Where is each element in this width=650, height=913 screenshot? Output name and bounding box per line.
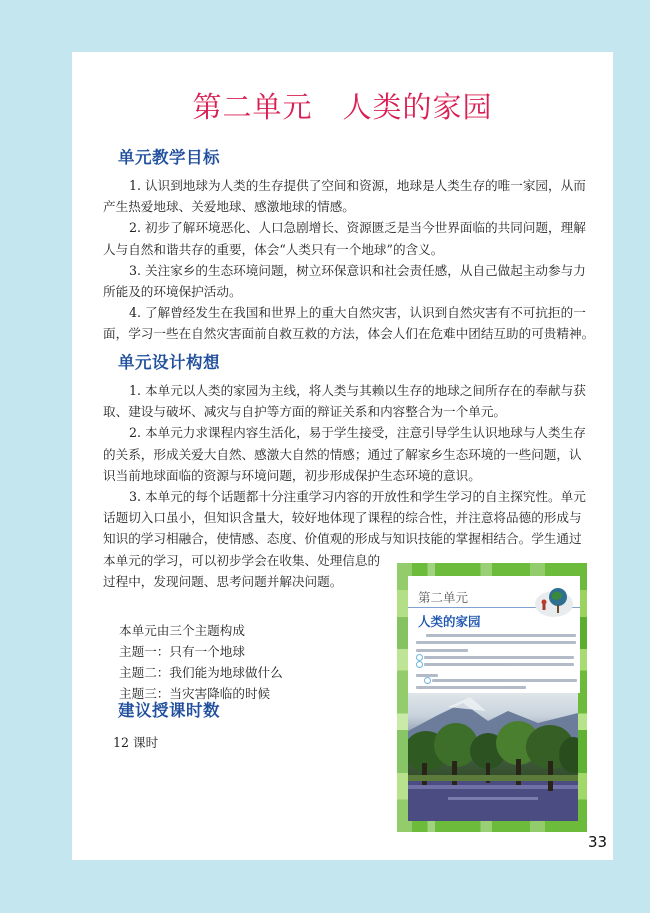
goal-4-line-2: 面，学习一些在自然灾害面前自救互救的方法，体会人们在危难中团结互助的可贵精神。	[103, 326, 595, 342]
goal-2-line-1: 2. 初步了解环境恶化、人口急剧增长、资源匮乏是当今世界面临的共同问题，理解	[129, 220, 586, 236]
heading-suggested-hours: 建议授课时数	[118, 701, 220, 720]
cover-body-text	[416, 634, 576, 670]
cover-unit-label: 第二单元	[418, 590, 469, 605]
design-3-line-5: 过程中，发现问题、思考问题并解决问题。	[103, 573, 343, 589]
goal-1-line-2: 产生热爱地球、关爱地球、感激地球的情感。	[103, 199, 355, 215]
theme-1: 主题一：只有一个地球	[119, 644, 245, 659]
design-1-line-2: 取、建设与破坏、减灾与自护等方面的辩证关系和内容整合为一个单元。	[103, 404, 506, 420]
page-number: 33	[588, 833, 608, 851]
design-3-line-1: 3. 本单元的每个话题都十分注重学习内容的开放性和学生学习的自主探究性。单元	[129, 489, 586, 505]
unit-cover-thumbnail	[397, 563, 587, 832]
unit-title: 第二单元 人类的家园	[192, 90, 493, 124]
theme-3: 主题三：当灾害降临的时候	[119, 686, 271, 701]
design-2-line-2: 的关系，形成关爱大自然、感激大自然的情感；通过了解家乡生态环境的一些问题，认	[103, 446, 582, 462]
heading-unit-design: 单元设计构想	[118, 353, 220, 372]
design-paragraphs	[103, 380, 591, 592]
design-1-line-1: 1. 本单元以人类的家园为主线，将人类与其赖以生存的地球之间所存在的奉献与获	[129, 383, 586, 398]
globe-illustration-icon	[534, 584, 574, 618]
cover-header-panel	[408, 576, 580, 671]
goal-4-line-1: 4. 了解曾经发生在我国和世界上的重大自然灾害，认识到自然灾害有不可抗拒的一	[129, 305, 586, 321]
cover-landscape-photo	[408, 693, 578, 821]
cover-title: 人类的家园	[418, 614, 481, 629]
goals-paragraphs	[103, 175, 595, 345]
goal-3-line-1: 3. 关注家乡的生态环境问题，树立环保意识和社会责任感，从自己做起主动参与力	[129, 262, 586, 278]
goal-3-line-2: 所能及的环境保护活动。	[103, 284, 242, 300]
cover-text-continued	[408, 671, 580, 693]
design-3-line-4: 本单元的学习，可以初步学会在收集、处理信息的	[103, 552, 381, 568]
design-3-line-3: 知识的学习相融合，使情感、态度、价值观的形成与知识技能的掌握相结合。学生通过	[103, 531, 582, 547]
goal-2-line-2: 人与自然和谐共存的重要，体会“人类只有一个地球”的含义。	[103, 241, 444, 257]
theme-2: 主题二：我们能为地球做什么	[119, 665, 283, 680]
design-3-line-2: 话题切入口虽小，但知识含量大，较好地体现了课程的综合性，并注意将品德的形成与	[103, 510, 582, 526]
themes-intro: 本单元由三个主题构成	[119, 623, 245, 638]
goal-1-line-1: 1. 认识到地球为人类的生存提供了空间和资源，地球是人类生存的唯一家园，从而	[129, 178, 586, 193]
landscape-image-icon	[408, 693, 578, 821]
design-2-line-1: 2. 本单元力求课程内容生活化，易于学生接受，注意引导学生认识地球与人类生存	[129, 425, 586, 441]
heading-teaching-goals: 单元教学目标	[118, 148, 220, 167]
suggested-hours-value: 12 课时	[113, 735, 159, 750]
textbook-page	[72, 52, 613, 860]
design-2-line-3: 识当前地球面临的资源与环境问题，初步形成保护生态环境的意识。	[103, 467, 481, 483]
